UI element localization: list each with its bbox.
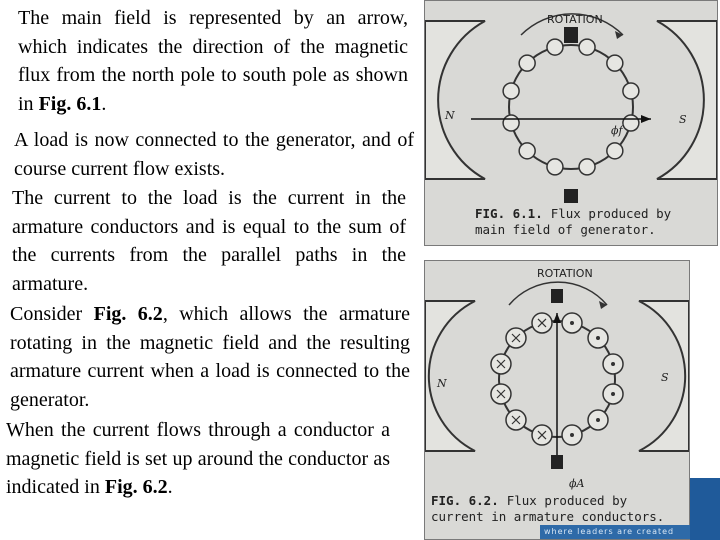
armature-conductors — [503, 39, 639, 175]
top-brush — [564, 27, 578, 43]
flux-arrowhead — [641, 115, 651, 123]
conductor — [519, 143, 535, 159]
conductor-dot-mark — [570, 321, 574, 325]
caption-text: Flux produced by main field of generator. — [475, 206, 672, 237]
flux-label: ϕf — [611, 124, 623, 137]
conductor-dot-mark — [596, 418, 600, 422]
conductor — [547, 159, 563, 175]
bottom-brush — [564, 189, 578, 203]
brand-watermark — [690, 478, 720, 540]
conductor-dot-mark — [611, 362, 615, 366]
fig-ref: Fig. 6.2 — [104, 476, 168, 498]
conductor — [607, 55, 623, 71]
south-label: S — [661, 371, 669, 384]
conductor — [579, 39, 595, 55]
north-label: N — [437, 377, 447, 390]
paragraph-current-to-load: The current to the load is the current in the armature conductors and is equal to the sum of the currents from the parallel paths in the armature. — [12, 187, 406, 295]
conductor — [623, 83, 639, 99]
caption-label: FIG. 6.2. — [431, 493, 499, 508]
conductor — [503, 115, 519, 131]
south-label: S — [679, 113, 687, 126]
rotation-label: ROTATION — [547, 13, 603, 26]
north-pole-piece — [425, 21, 485, 179]
north-label: N — [445, 109, 455, 122]
caption-label: FIG. 6.1. — [475, 206, 543, 221]
paragraph-main-field: The main field is represented by an arrow, which indicates the direction of the magnetic flux from the north pole to south pole as shown in Fig. 6.1. — [18, 7, 408, 115]
rotation-label: ROTATION — [537, 267, 593, 280]
conductor — [607, 143, 623, 159]
paragraph-load-connected: A load is now connected to the generator, and of course current flow exists. — [14, 129, 414, 180]
conductor — [503, 83, 519, 99]
paragraph-consider-fig: Consider Fig. 6.2, which allows the armature rotating in the magnetic field and the resulting armature current when a load is connected to the generator. — [10, 303, 411, 411]
figure-6-1 — [424, 0, 718, 246]
south-pole-piece — [657, 21, 717, 179]
caption-text: Flux produced by current in armature conductors. — [431, 493, 665, 524]
conductor-dot-mark — [611, 392, 615, 396]
conductor-dot-mark — [570, 433, 574, 437]
conductor — [547, 39, 563, 55]
conductor — [579, 159, 595, 175]
paragraph-conductor-field: When the current flows through a conductor a magnetic field is set up around the conductor as indicated in Fig. 6.2. — [6, 419, 390, 498]
top-brush — [551, 289, 563, 303]
figure-6-2 — [424, 260, 690, 540]
conductor — [519, 55, 535, 71]
footer-strip — [540, 525, 690, 539]
north-pole-piece — [425, 301, 475, 451]
flux-label: ϕA — [569, 477, 585, 490]
rotation-arrowhead — [599, 301, 607, 309]
armature-flux-arrowhead — [553, 313, 561, 323]
conductor-dot-mark — [596, 336, 600, 340]
bottom-brush — [551, 455, 563, 469]
fig-ref: Fig. 6.2 — [93, 303, 163, 325]
footer-strip-text: where leaders are created — [544, 527, 675, 536]
figure-6-1-caption — [475, 206, 705, 238]
fig-ref: Fig. 6.1 — [38, 92, 102, 115]
figure-6-2-caption — [431, 493, 687, 525]
conductor — [623, 115, 639, 131]
